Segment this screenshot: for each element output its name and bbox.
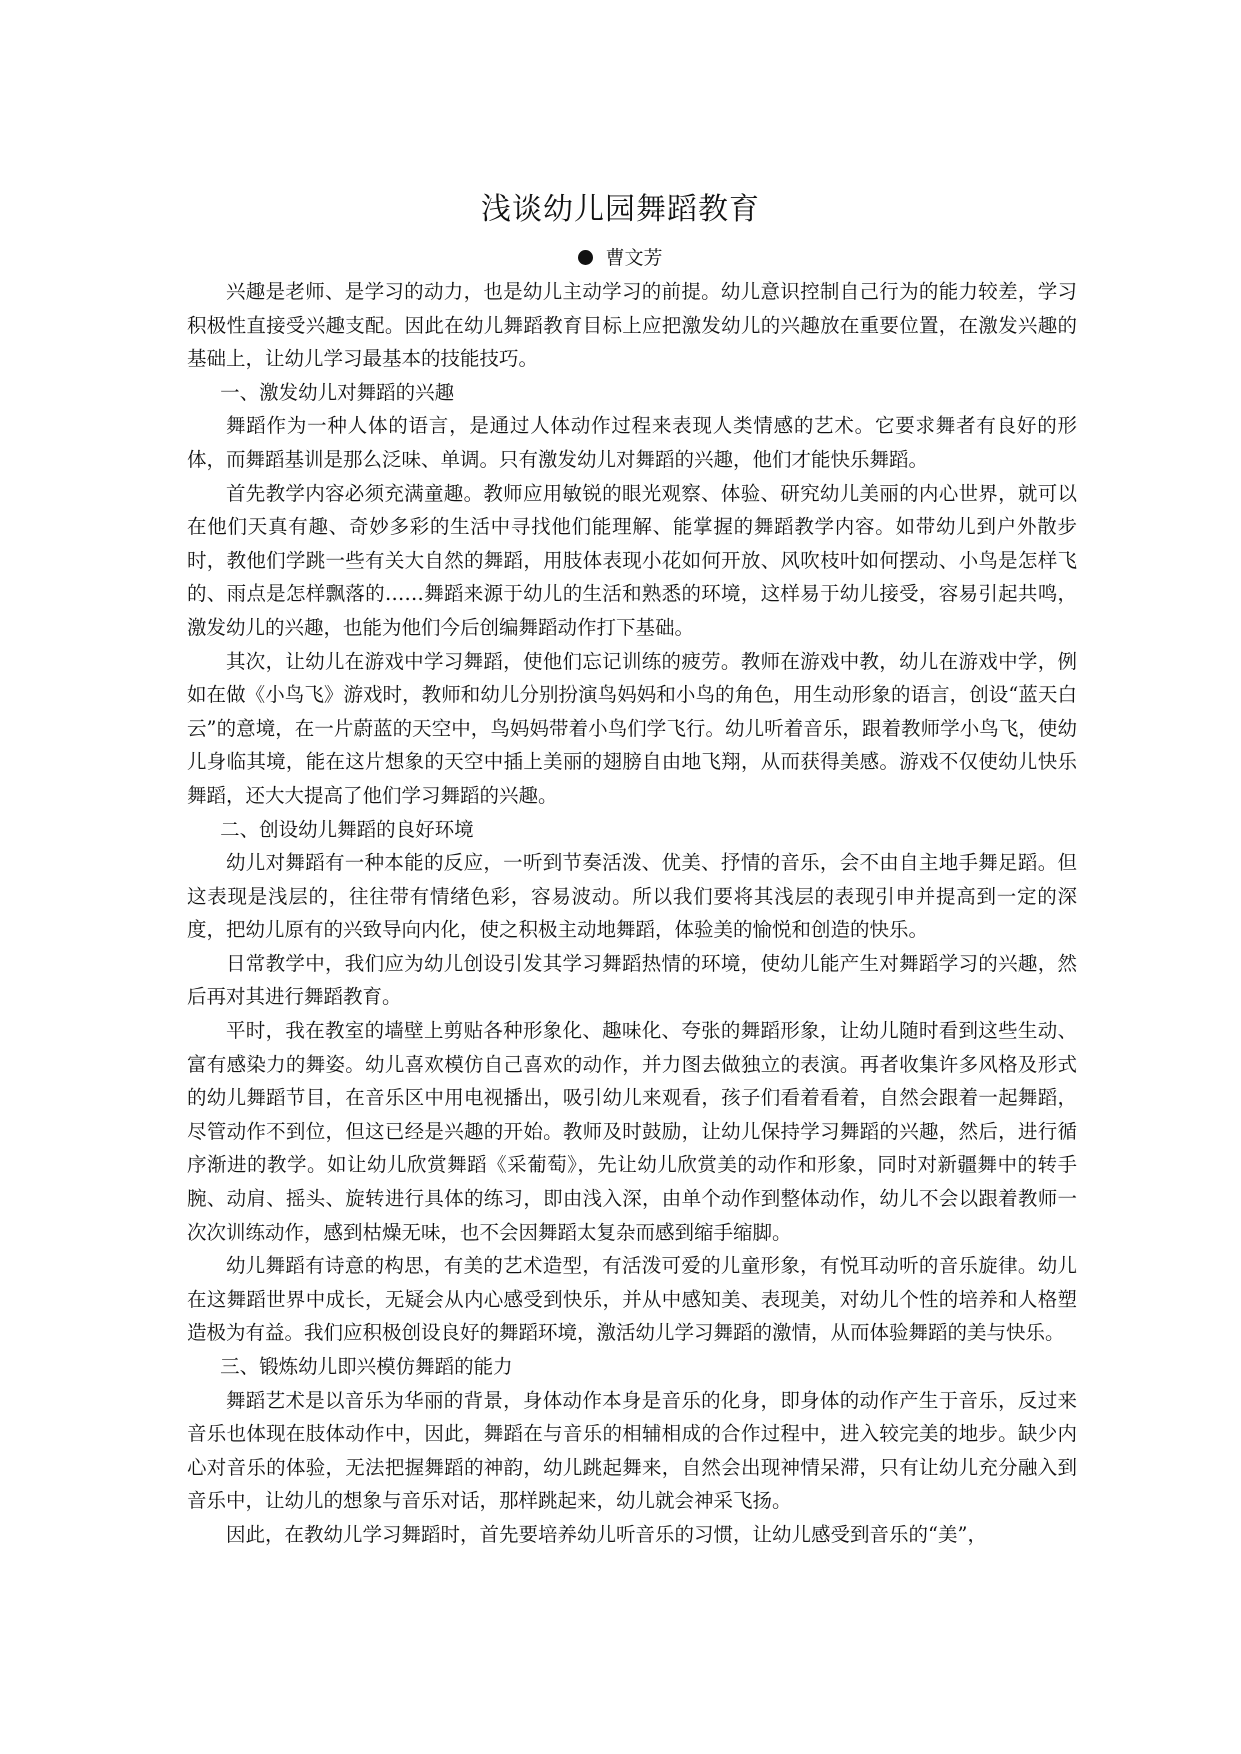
article-title: 浅谈幼儿园舞蹈教育 (481, 192, 760, 227)
intro-paragraph: 兴趣是老师、是学习的动力，也是幼儿主动学习的前提。幼儿意识控制自己行为的能力较差，学习积极性直接受兴趣支配。因此在幼儿舞蹈教育目标上应把激发幼儿的兴趣放在重要位置，在激发兴趣的基础上，让幼儿学习最基本的技能技巧。 (187, 280, 1077, 371)
paragraph: 平时，我在教室的墙壁上剪贴各种形象化、趣味化、夸张的舞蹈形象，让幼儿随时看到这些生动、富有感染力的舞姿。幼儿喜欢模仿自己喜欢的动作，并力图去做独立的表演。再者收集许多风格及形式的幼儿舞蹈节目，在音乐区中用电视播出，吸引幼儿来观看，孩子们看着看着，自然会跟着一起舞蹈，尽管动作不到位，但这已经是兴趣的开始。教师及时鼓励，让幼儿保持学习舞蹈的兴趣，然后，进行循序渐进的教学。如让幼儿欣赏舞蹈《采葡萄》，先让幼儿欣赏美的动作和形象，同时对新疆舞中的转手腕、动肩、摇头、旋转进行具体的练习，即由浅入深，由单个动作到整体动作，幼儿不会以跟着教师一次次训练动作，感到枯燥无味，也不会因舞蹈太复杂而感到缩手缩脚。 (187, 1019, 1077, 1244)
bullet-icon (578, 250, 593, 265)
article-author-line (0, 245, 1241, 271)
section-heading-2: 二、创设幼儿舞蹈的良好环境 (220, 817, 474, 841)
paragraph: 日常教学中，我们应为幼儿创设引发其学习舞蹈热情的环境，使幼儿能产生对舞蹈学习的兴趣，然后再对其进行舞蹈教育。 (187, 951, 1077, 1009)
paragraph: 幼儿舞蹈有诗意的构思，有美的艺术造型，有活泼可爱的儿童形象，有悦耳动听的音乐旋律。幼儿在这舞蹈世界中成长，无疑会从内心感受到快乐，并从中感知美、表现美，对幼儿个性的培养和人格塑造极为有益。我们应积极创设良好的舞蹈环境，激活幼儿学习舞蹈的激情，从而体验舞蹈的美与快乐。 (187, 1254, 1077, 1345)
paragraph: 其次，让幼儿在游戏中学习舞蹈，使他们忘记训练的疲劳。教师在游戏中教，幼儿在游戏中学，例如在做《小鸟飞》游戏时，教师和幼儿分别扮演鸟妈妈和小鸟的角色，用生动形象的语言，创设“蓝天白云”的意境，在一片蔚蓝的天空中，鸟妈妈带着小鸟们学飞行。幼儿听着音乐，跟着教师学小鸟飞，使幼儿身临其境，能在这片想象的天空中插上美丽的翅膀自由地飞翔，从而获得美感。游戏不仅使幼儿快乐舞蹈，还大大提高了他们学习舞蹈的兴趣。 (187, 649, 1077, 807)
paragraph: 首先教学内容必须充满童趣。教师应用敏锐的眼光观察、体验、研究幼儿美丽的内心世界，就可以在他们天真有趣、奇妙多彩的生活中寻找他们能理解、能掌握的舞蹈教学内容。如带幼儿到户外散步时，教他们学跳一些有关大自然的舞蹈，用肢体表现小花如何开放、风吹枝叶如何摆动、小鸟是怎样飞的、雨点是怎样飘落的……舞蹈来源于幼儿的生活和熟悉的环境，这样易于幼儿接受，容易引起共鸣，激发幼儿的兴趣，也能为他们今后创编舞蹈动作打下基础。 (187, 481, 1077, 639)
paragraph: 舞蹈艺术是以音乐为华丽的背景，身体动作本身是音乐的化身，即身体的动作产生于音乐，反过来音乐也体现在肢体动作中，因此，舞蹈在与音乐的相辅相成的合作过程中，进入较完美的地步。缺少内心对音乐的体验，无法把握舞蹈的神韵，幼儿跳起舞来，自然会出现神情呆滞，只有让幼儿充分融入到音乐中，让幼儿的想象与音乐对话，那样跳起来，幼儿就会神采飞扬。 (187, 1388, 1077, 1513)
section-heading-1: 一、激发幼儿对舞蹈的兴趣 (220, 380, 455, 404)
article-author: 曹文芳 (605, 247, 663, 269)
paragraph: 舞蹈作为一种人体的语言，是通过人体动作过程来表现人类情感的艺术。它要求舞者有良好的形体，而舞蹈基训是那么泛味、单调。只有激发幼儿对舞蹈的兴趣，他们才能快乐舞蹈。 (187, 414, 1077, 471)
paragraph: 因此，在教幼儿学习舞蹈时，首先要培养幼儿听音乐的习惯，让幼儿感受到音乐的“美”， (226, 1522, 987, 1546)
paragraph: 幼儿对舞蹈有一种本能的反应，一听到节奏活泼、优美、抒情的音乐，会不由自主地手舞足蹈。但这表现是浅层的，往往带有情绪色彩，容易波动。所以我们要将其浅层的表现引申并提高到一定的深度，把幼儿原有的兴致导向内化，使之积极主动地舞蹈，体验美的愉悦和创造的快乐。 (187, 851, 1077, 942)
section-heading-3: 三、锻炼幼儿即兴模仿舞蹈的能力 (220, 1355, 513, 1378)
article-body (187, 275, 1077, 1552)
